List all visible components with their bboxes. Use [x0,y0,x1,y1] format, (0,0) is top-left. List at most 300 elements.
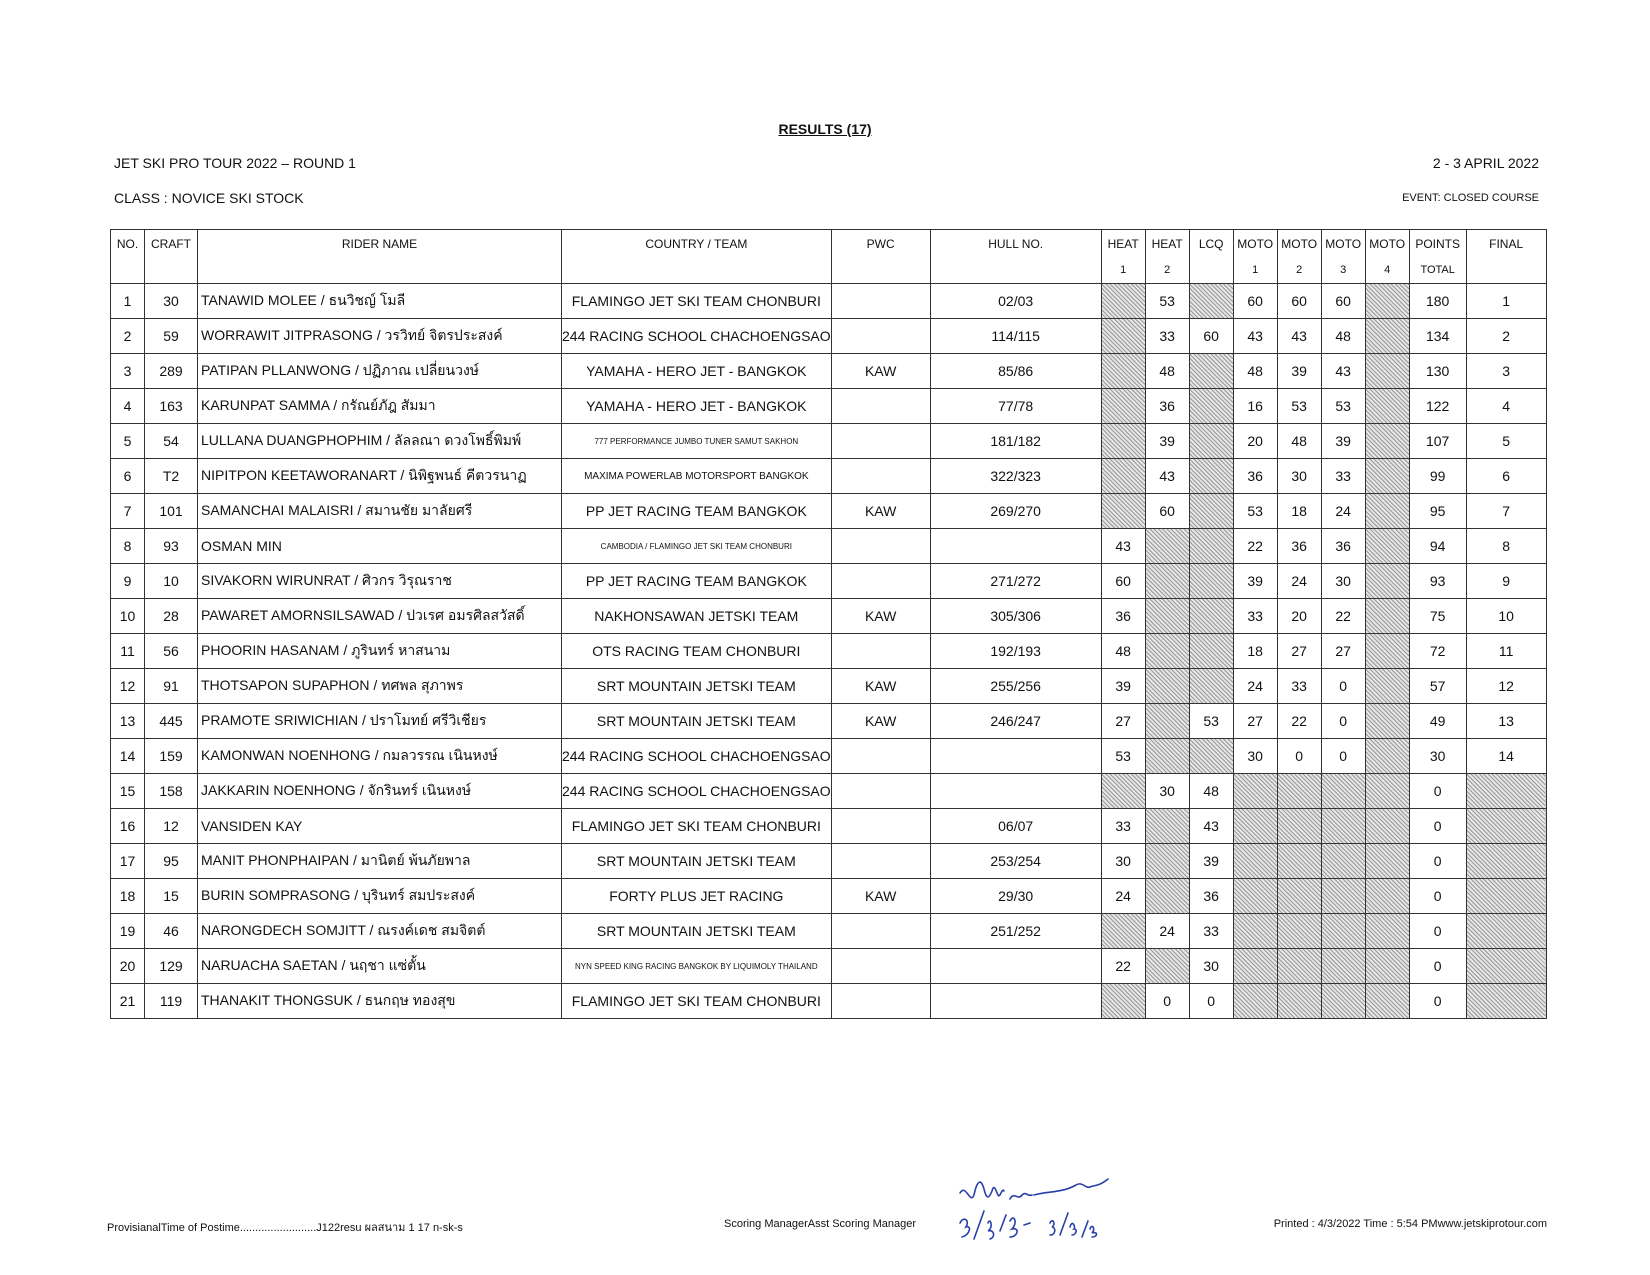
cell-moto4-hatched [1365,844,1409,879]
cell-final: 6 [1466,459,1546,494]
cell-pwc [831,984,930,1019]
cell-rider: THANAKIT THONGSUK / ธนกฤษ ทองสุข [198,984,562,1019]
cell-moto1: 22 [1233,529,1277,564]
cell-pwc [831,564,930,599]
cell-moto2-hatched [1277,984,1321,1019]
cell-moto4-hatched [1365,389,1409,424]
cell-rider: PHOORIN HASANAM / ภูรินทร์ หาสนาม [198,634,562,669]
cell-pwc: KAW [831,879,930,914]
cell-final: 13 [1466,704,1546,739]
cell-points: 75 [1409,599,1466,634]
cell-moto2: 39 [1277,354,1321,389]
table-row [111,599,1547,634]
cell-hull: 255/256 [930,669,1101,704]
cell-moto4-hatched [1365,704,1409,739]
cell-moto1: 27 [1233,704,1277,739]
cell-craft: 289 [145,354,198,389]
cell-final: 3 [1466,354,1546,389]
cell-pwc [831,389,930,424]
cell-pwc [831,459,930,494]
cell-moto3: 33 [1321,459,1365,494]
cell-heat1: 24 [1101,879,1145,914]
cell-lcq-hatched [1189,494,1233,529]
cell-hull: 322/323 [930,459,1101,494]
cell-final-hatched [1466,914,1546,949]
cell-moto1-hatched [1233,844,1277,879]
cell-no: 20 [111,949,145,984]
cell-moto2: 36 [1277,529,1321,564]
cell-lcq-hatched [1189,739,1233,774]
cell-moto1: 36 [1233,459,1277,494]
results-table [110,229,1547,1019]
cell-heat2-hatched [1145,669,1189,704]
cell-craft: 129 [145,949,198,984]
cell-pwc [831,424,930,459]
cell-rider: SIVAKORN WIRUNRAT / ศิวกร วิรุณราช [198,564,562,599]
cell-no: 15 [111,774,145,809]
cell-pwc [831,634,930,669]
cell-lcq-hatched [1189,634,1233,669]
cell-points: 0 [1409,809,1466,844]
cell-craft: 163 [145,389,198,424]
cell-craft: 56 [145,634,198,669]
cell-rider: LULLANA DUANGPHOPHIM / ลัลลณา ดวงโพธิ์พิมพ์ [198,424,562,459]
cell-moto2: 33 [1277,669,1321,704]
cell-final: 11 [1466,634,1546,669]
cell-team: SRT MOUNTAIN JETSKI TEAM [562,669,832,704]
cell-moto2: 48 [1277,424,1321,459]
cell-moto1-hatched [1233,774,1277,809]
table-row [111,354,1547,389]
cell-moto1: 43 [1233,319,1277,354]
cell-craft: 159 [145,739,198,774]
cell-points: 0 [1409,879,1466,914]
cell-moto1: 60 [1233,284,1277,319]
cell-moto1: 39 [1233,564,1277,599]
cell-lcq-hatched [1189,424,1233,459]
cell-points: 72 [1409,634,1466,669]
cell-moto4-hatched [1365,599,1409,634]
cell-moto4-hatched [1365,809,1409,844]
cell-heat1-hatched [1101,424,1145,459]
cell-moto3-hatched [1321,844,1365,879]
cell-moto3: 36 [1321,529,1365,564]
cell-rider: MANIT PHONPHAIPAN / มานิตย์ พ้นภัยพาล [198,844,562,879]
cell-moto1: 18 [1233,634,1277,669]
cell-final: 14 [1466,739,1546,774]
cell-no: 16 [111,809,145,844]
cell-team: PP JET RACING TEAM BANGKOK [562,564,832,599]
cell-moto1-hatched [1233,914,1277,949]
footer-printed: Printed : 4/3/2022 Time : 5:54 PMwww.jetskiprotour.com [1273,1218,1547,1230]
cell-heat1: 39 [1101,669,1145,704]
cell-hull: 06/07 [930,809,1101,844]
cell-rider: JAKKARIN NOENHONG / จักรินทร์ เนินหงษ์ [198,774,562,809]
table-body [111,284,1547,1019]
cell-no: 13 [111,704,145,739]
cell-heat1: 30 [1101,844,1145,879]
cell-moto1: 48 [1233,354,1277,389]
cell-pwc: KAW [831,354,930,389]
cell-heat1-hatched [1101,459,1145,494]
cell-team: 244 RACING SCHOOL CHACHOENGSAO [562,774,832,809]
cell-hull: 85/86 [930,354,1101,389]
cell-moto3: 30 [1321,564,1365,599]
cell-moto3: 60 [1321,284,1365,319]
cell-moto4-hatched [1365,949,1409,984]
cell-moto3: 27 [1321,634,1365,669]
cell-pwc [831,809,930,844]
cell-lcq: 30 [1189,949,1233,984]
cell-team: SRT MOUNTAIN JETSKI TEAM [562,844,832,879]
cell-craft: 119 [145,984,198,1019]
table-row [111,914,1547,949]
cell-heat1-hatched [1101,354,1145,389]
cell-moto3: 0 [1321,739,1365,774]
table-row [111,564,1547,599]
cell-no: 6 [111,459,145,494]
cell-points: 130 [1409,354,1466,389]
cell-lcq-hatched [1189,354,1233,389]
class-label: CLASS : NOVICE SKI STOCK [114,190,304,206]
cell-heat1-hatched [1101,284,1145,319]
table-header [111,230,1547,284]
col-pwc: PWC [831,230,930,258]
cell-moto2: 30 [1277,459,1321,494]
cell-moto1: 16 [1233,389,1277,424]
cell-lcq: 53 [1189,704,1233,739]
cell-pwc [831,949,930,984]
cell-rider: PAWARET AMORNSILSAWAD / ปวเรศ อมรศิลสวัสดิ์ [198,599,562,634]
cell-no: 4 [111,389,145,424]
cell-points: 0 [1409,774,1466,809]
col-heat1-sub: 1 [1101,257,1145,284]
cell-no: 7 [111,494,145,529]
cell-moto2-hatched [1277,879,1321,914]
cell-no: 2 [111,319,145,354]
cell-points: 57 [1409,669,1466,704]
cell-points: 107 [1409,424,1466,459]
cell-heat2: 48 [1145,354,1189,389]
col-points: POINTS [1409,230,1466,258]
cell-moto3: 22 [1321,599,1365,634]
cell-lcq-hatched [1189,459,1233,494]
cell-hull: 114/115 [930,319,1101,354]
cell-rider: BURIN SOMPRASONG / บุรินทร์ สมประสงค์ [198,879,562,914]
col-final-sub [1466,257,1546,284]
cell-lcq-hatched [1189,669,1233,704]
col-rider-sub [198,257,562,284]
cell-lcq-hatched [1189,529,1233,564]
cell-pwc [831,529,930,564]
cell-moto2: 24 [1277,564,1321,599]
cell-heat2-hatched [1145,739,1189,774]
cell-moto4-hatched [1365,424,1409,459]
cell-points: 0 [1409,949,1466,984]
cell-team: 777 PERFORMANCE JUMBO TUNER SAMUT SAKHON [562,424,832,459]
cell-team: PP JET RACING TEAM BANGKOK [562,494,832,529]
table-row [111,669,1547,704]
cell-points: 0 [1409,844,1466,879]
cell-points: 122 [1409,389,1466,424]
col-team: COUNTRY / TEAM [562,230,832,258]
col-moto2-sub: 2 [1277,257,1321,284]
cell-no: 14 [111,739,145,774]
cell-moto1-hatched [1233,879,1277,914]
cell-craft: 445 [145,704,198,739]
cell-lcq: 36 [1189,879,1233,914]
cell-craft: 46 [145,914,198,949]
cell-points: 180 [1409,284,1466,319]
cell-rider: PRAMOTE SRIWICHIAN / ปราโมทย์ ศรีวิเชียร [198,704,562,739]
cell-moto4-hatched [1365,774,1409,809]
cell-moto3-hatched [1321,949,1365,984]
cell-moto4-hatched [1365,669,1409,704]
cell-hull: 77/78 [930,389,1101,424]
cell-hull [930,774,1101,809]
cell-moto3: 24 [1321,494,1365,529]
cell-no: 21 [111,984,145,1019]
cell-moto3: 53 [1321,389,1365,424]
cell-moto3: 39 [1321,424,1365,459]
cell-craft: 15 [145,879,198,914]
cell-pwc: KAW [831,599,930,634]
col-moto2: MOTO [1277,230,1321,258]
cell-heat2: 0 [1145,984,1189,1019]
cell-craft: 54 [145,424,198,459]
cell-lcq-hatched [1189,564,1233,599]
table-row [111,984,1547,1019]
cell-moto2: 53 [1277,389,1321,424]
cell-points: 0 [1409,914,1466,949]
cell-heat2-hatched [1145,949,1189,984]
col-final: FINAL [1466,230,1546,258]
col-moto3-sub: 3 [1321,257,1365,284]
cell-pwc: KAW [831,494,930,529]
cell-team: NYN SPEED KING RACING BANGKOK BY LIQUIMOLY THAILAND [562,949,832,984]
cell-no: 3 [111,354,145,389]
course-label: EVENT: CLOSED COURSE [1402,192,1539,204]
cell-moto1-hatched [1233,949,1277,984]
signature-image [958,1165,1128,1245]
col-hull: HULL NO. [930,230,1101,258]
cell-heat2: 53 [1145,284,1189,319]
cell-hull: 181/182 [930,424,1101,459]
cell-craft: 101 [145,494,198,529]
cell-lcq: 0 [1189,984,1233,1019]
cell-pwc: KAW [831,704,930,739]
col-moto1-sub: 1 [1233,257,1277,284]
cell-moto2: 20 [1277,599,1321,634]
col-heat2-sub: 2 [1145,257,1189,284]
cell-moto3-hatched [1321,774,1365,809]
cell-rider: PATIPAN PLLANWONG / ปฏิภาณ เปลี่ยนวงษ์ [198,354,562,389]
cell-moto3: 0 [1321,704,1365,739]
cell-hull: 305/306 [930,599,1101,634]
cell-team: 244 RACING SCHOOL CHACHOENGSAO [562,739,832,774]
cell-moto4-hatched [1365,284,1409,319]
cell-heat2-hatched [1145,809,1189,844]
table-row [111,284,1547,319]
cell-heat2: 33 [1145,319,1189,354]
cell-moto1: 33 [1233,599,1277,634]
cell-craft: 12 [145,809,198,844]
cell-final: 9 [1466,564,1546,599]
cell-moto1: 24 [1233,669,1277,704]
cell-moto4-hatched [1365,459,1409,494]
cell-moto2-hatched [1277,844,1321,879]
cell-team: 244 RACING SCHOOL CHACHOENGSAO [562,319,832,354]
cell-moto2: 27 [1277,634,1321,669]
cell-heat2: 43 [1145,459,1189,494]
cell-hull [930,949,1101,984]
cell-hull [930,739,1101,774]
cell-hull: 29/30 [930,879,1101,914]
cell-points: 99 [1409,459,1466,494]
cell-pwc [831,284,930,319]
table-row [111,634,1547,669]
table-row [111,319,1547,354]
col-moto4: MOTO [1365,230,1409,258]
table-row [111,774,1547,809]
col-craft: CRAFT [145,230,198,258]
cell-lcq: 39 [1189,844,1233,879]
cell-pwc [831,914,930,949]
col-moto3: MOTO [1321,230,1365,258]
cell-heat2: 60 [1145,494,1189,529]
cell-heat1-hatched [1101,984,1145,1019]
cell-pwc: KAW [831,669,930,704]
results-title: RESULTS (17) [778,121,872,137]
col-heat2: HEAT [1145,230,1189,258]
event-date: 2 - 3 APRIL 2022 [1432,155,1539,171]
cell-rider: OSMAN MIN [198,529,562,564]
cell-heat1-hatched [1101,494,1145,529]
cell-team: FORTY PLUS JET RACING [562,879,832,914]
col-rider: RIDER NAME [198,230,562,258]
cell-heat1: 48 [1101,634,1145,669]
cell-team: CAMBODIA / FLAMINGO JET SKI TEAM CHONBURI [562,529,832,564]
cell-heat2: 24 [1145,914,1189,949]
cell-hull: 271/272 [930,564,1101,599]
cell-points: 49 [1409,704,1466,739]
cell-moto2: 18 [1277,494,1321,529]
cell-rider: KARUNPAT SAMMA / กรัณย์ภัฎ สัมมา [198,389,562,424]
cell-moto4-hatched [1365,634,1409,669]
cell-rider: TANAWID MOLEE / ธนวิชญ์ โมลี [198,284,562,319]
cell-moto4-hatched [1365,879,1409,914]
cell-moto2: 60 [1277,284,1321,319]
table-row [111,844,1547,879]
cell-moto3: 0 [1321,669,1365,704]
cell-moto4-hatched [1365,529,1409,564]
cell-moto3-hatched [1321,809,1365,844]
cell-craft: 28 [145,599,198,634]
cell-moto2: 0 [1277,739,1321,774]
col-moto1: MOTO [1233,230,1277,258]
cell-moto3: 48 [1321,319,1365,354]
event-name: JET SKI PRO TOUR 2022 – ROUND 1 [114,155,356,171]
cell-heat2-hatched [1145,634,1189,669]
cell-moto1-hatched [1233,809,1277,844]
cell-rider: VANSIDEN KAY [198,809,562,844]
cell-heat1: 36 [1101,599,1145,634]
footer-provisional: ProvisianalTime of Postime.........................J122resu ผลสนาม 1 17 n-sk-s [107,1222,463,1234]
cell-heat2: 39 [1145,424,1189,459]
cell-no: 18 [111,879,145,914]
cell-team: YAMAHA - HERO JET - BANGKOK [562,354,832,389]
cell-heat1: 53 [1101,739,1145,774]
cell-team: FLAMINGO JET SKI TEAM CHONBURI [562,984,832,1019]
cell-rider: NIPITPON KEETAWORANART / นิพิฐพนธ์ คีตวรนาฏ [198,459,562,494]
cell-points: 94 [1409,529,1466,564]
col-moto4-sub: 4 [1365,257,1409,284]
cell-moto2-hatched [1277,774,1321,809]
cell-final-hatched [1466,879,1546,914]
col-team-sub [562,257,832,284]
cell-hull: 269/270 [930,494,1101,529]
cell-pwc [831,739,930,774]
cell-team: OTS RACING TEAM CHONBURI [562,634,832,669]
cell-moto1: 30 [1233,739,1277,774]
cell-no: 9 [111,564,145,599]
cell-craft: 59 [145,319,198,354]
cell-team: FLAMINGO JET SKI TEAM CHONBURI [562,809,832,844]
col-lcq-sub [1189,257,1233,284]
cell-points: 93 [1409,564,1466,599]
cell-moto3-hatched [1321,879,1365,914]
cell-no: 12 [111,669,145,704]
cell-team: MAXIMA POWERLAB MOTORSPORT BANGKOK [562,459,832,494]
cell-heat1: 43 [1101,529,1145,564]
cell-heat2-hatched [1145,704,1189,739]
cell-rider: SAMANCHAI MALAISRI / สมานชัย มาลัยศรี [198,494,562,529]
cell-moto4-hatched [1365,319,1409,354]
table-row [111,459,1547,494]
cell-final-hatched [1466,949,1546,984]
cell-lcq-hatched [1189,284,1233,319]
col-pwc-sub [831,257,930,284]
cell-no: 17 [111,844,145,879]
footer-scoring-manager: Scoring ManagerAsst Scoring Manager [724,1218,916,1230]
cell-lcq: 33 [1189,914,1233,949]
cell-hull: 251/252 [930,914,1101,949]
cell-team: SRT MOUNTAIN JETSKI TEAM [562,914,832,949]
cell-moto1-hatched [1233,984,1277,1019]
cell-heat2-hatched [1145,564,1189,599]
cell-pwc [831,844,930,879]
cell-heat1: 60 [1101,564,1145,599]
col-lcq: LCQ [1189,230,1233,258]
cell-final: 8 [1466,529,1546,564]
cell-moto4-hatched [1365,914,1409,949]
col-heat1: HEAT [1101,230,1145,258]
cell-no: 10 [111,599,145,634]
cell-craft: 95 [145,844,198,879]
col-craft-sub [145,257,198,284]
cell-lcq: 60 [1189,319,1233,354]
cell-team: FLAMINGO JET SKI TEAM CHONBURI [562,284,832,319]
cell-heat1-hatched [1101,914,1145,949]
cell-final: 12 [1466,669,1546,704]
cell-heat2: 30 [1145,774,1189,809]
cell-team: SRT MOUNTAIN JETSKI TEAM [562,704,832,739]
cell-no: 5 [111,424,145,459]
table-row [111,494,1547,529]
cell-final: 10 [1466,599,1546,634]
cell-hull: 246/247 [930,704,1101,739]
cell-moto4-hatched [1365,494,1409,529]
